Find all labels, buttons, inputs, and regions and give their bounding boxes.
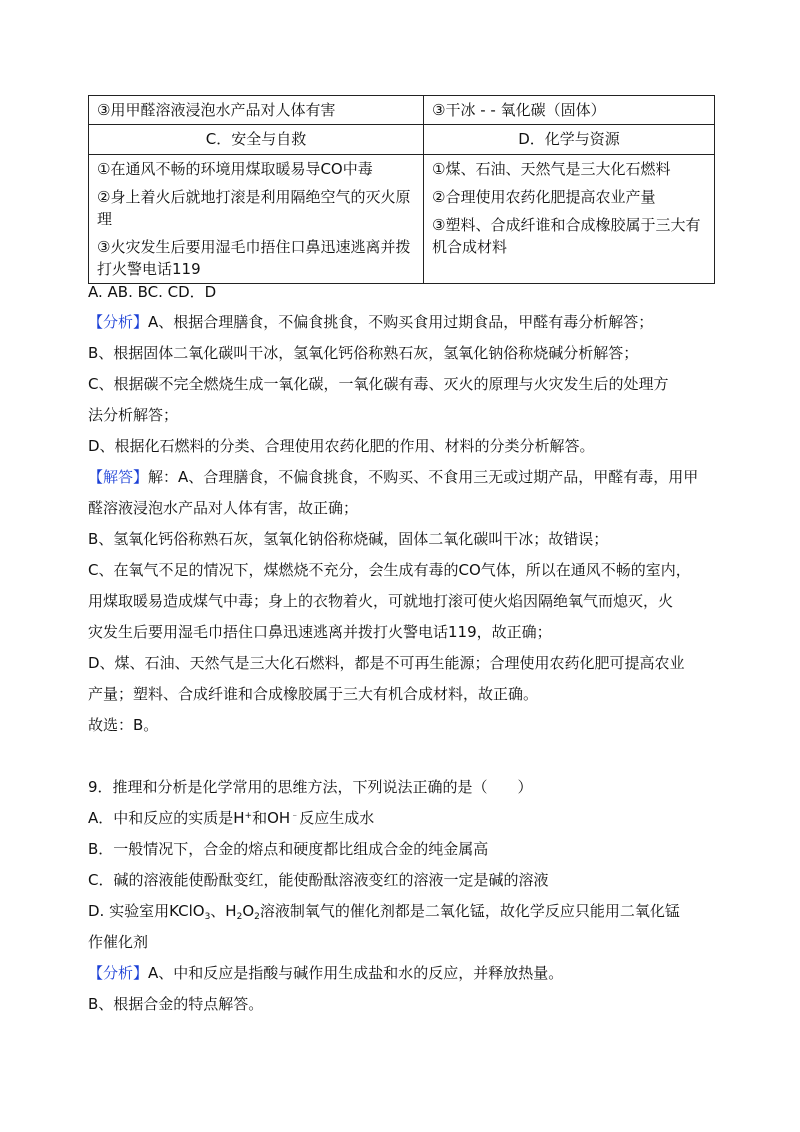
q8-answer-line: D、煤、石油、天然气是三大化石燃料，都是不可再生能源；合理使用农药化肥可提高农业 — [88, 654, 685, 672]
q9-option-c: C．碱的溶液能使酚酞变红，能使酚酞溶液变红的溶液一定是碱的溶液 — [88, 871, 549, 889]
q9-analysis-line: B、根据合金的特点解答。 — [88, 995, 264, 1013]
list-item: ①煤、石油、天然气是三大化石燃料 — [432, 160, 671, 178]
q8-analysis-line: B、根据固体二氧化碳叫干冰，氢氧化钙俗称熟石灰，氢氧化钠俗称烧碱分析解答； — [88, 344, 639, 362]
list-item: ①在通风不畅的环境用煤取暖易导CO中毒 — [97, 160, 373, 178]
q9-option-d: D. 实验室用KClO$_3$、$H_2O_2$溶液制氧气的催化剂都是二氧化锰，故化学反应只能用二氧化锰 — [88, 902, 680, 922]
q8-analysis-line: D、根据化石燃料的分类、合理使用农药化肥的作用、材料的分类分析解答。 — [88, 437, 595, 455]
q8-answer-line: 灾发生后要用湿毛巾捂住口鼻迅速逃离并拨打火警电话119，故正确； — [88, 623, 552, 641]
header-resources: D．化学与资源 — [424, 125, 715, 155]
q8-answer-line: C、在氧气不足的情况下，煤燃烧不充分，会生成有毒的CO气体，所以在通风不畅的室内， — [88, 561, 691, 579]
table-row — [89, 155, 715, 284]
q8-answer-line: 【解答】解：A、合理膳食，不偏食挑食，不购买、不食用三无或过期产品，甲醛有毒，用甲 — [88, 468, 699, 486]
answer-tag: 【解答】 — [88, 468, 149, 486]
q8-answer-line: 产量；塑料、合成纤谁和合成橡胶属于三大有机合成材料，故正确。 — [88, 685, 539, 703]
q9-option-b: B．一般情况下，合金的熔点和硬度都比组成合金的纯金属高 — [88, 840, 489, 858]
list-item: ②身上着火后就地打滚是利用隔绝空气的灭火原理 — [97, 188, 411, 228]
q9-option-d-cont: 作催化剂 — [88, 933, 149, 951]
q9-stem: 9．推理和分析是化学常用的思维方法，下列说法正确的是（ ） — [88, 778, 533, 796]
q8-answer-line: 用煤取暖易造成煤气中毒；身上的衣物着火，可就地打滚可使火焰因隔绝氧气而熄灭，火 — [88, 592, 674, 610]
analysis-tag: 【分析】 — [88, 964, 149, 982]
q8-final-answer: 故选：B。 — [88, 716, 159, 734]
table-row — [89, 96, 715, 125]
q8-analysis-line: C、根据碳不完全燃烧生成一氧化碳，一氧化碳有毒、灭火的原理与火灾发生后的处理方 — [88, 375, 669, 393]
list-item: ③塑料、合成纤谁和合成橡胶属于三大有机合成材料 — [432, 216, 701, 256]
table-cell-resources — [424, 155, 715, 284]
q8-options: A. AB. BC. CD．D — [88, 283, 217, 301]
comparison-table — [88, 95, 715, 284]
q9-option-a: A．中和反应的实质是H+和OH﹣反应生成水 — [88, 809, 375, 827]
table-cell-safety — [89, 155, 424, 284]
analysis-tag: 【分析】 — [88, 313, 149, 331]
q8-answer-line: 醛溶液浸泡水产品对人体有害，故正确； — [88, 499, 359, 517]
list-item: ③火灾发生后要用湿毛巾捂住口鼻迅速逃离并拨打火警电话119 — [97, 238, 411, 278]
list-item: ②合理使用农药化肥提高农业产量 — [432, 188, 656, 206]
q8-analysis-line: 法分析解答； — [88, 406, 179, 424]
header-safety: C．安全与自救 — [89, 125, 424, 155]
table-cell: ③用甲醛溶液浸泡水产品对人体有害 — [89, 96, 424, 125]
table-cell: ③干冰 - - 氧化碳（固体） — [424, 96, 715, 125]
table-header-row — [89, 125, 715, 155]
q9-analysis-line: 【分析】A、中和反应是指酸与碱作用生成盐和水的反应，并释放热量。 — [88, 964, 564, 982]
q8-answer-line: B、氢氧化钙俗称熟石灰，氢氧化钠俗称烧碱，固体二氧化碳叫干冰；故错误； — [88, 530, 609, 548]
q8-analysis-line: 【分析】A、根据合理膳食，不偏食挑食，不购买食用过期食品，甲醛有毒分析解答； — [88, 313, 654, 331]
